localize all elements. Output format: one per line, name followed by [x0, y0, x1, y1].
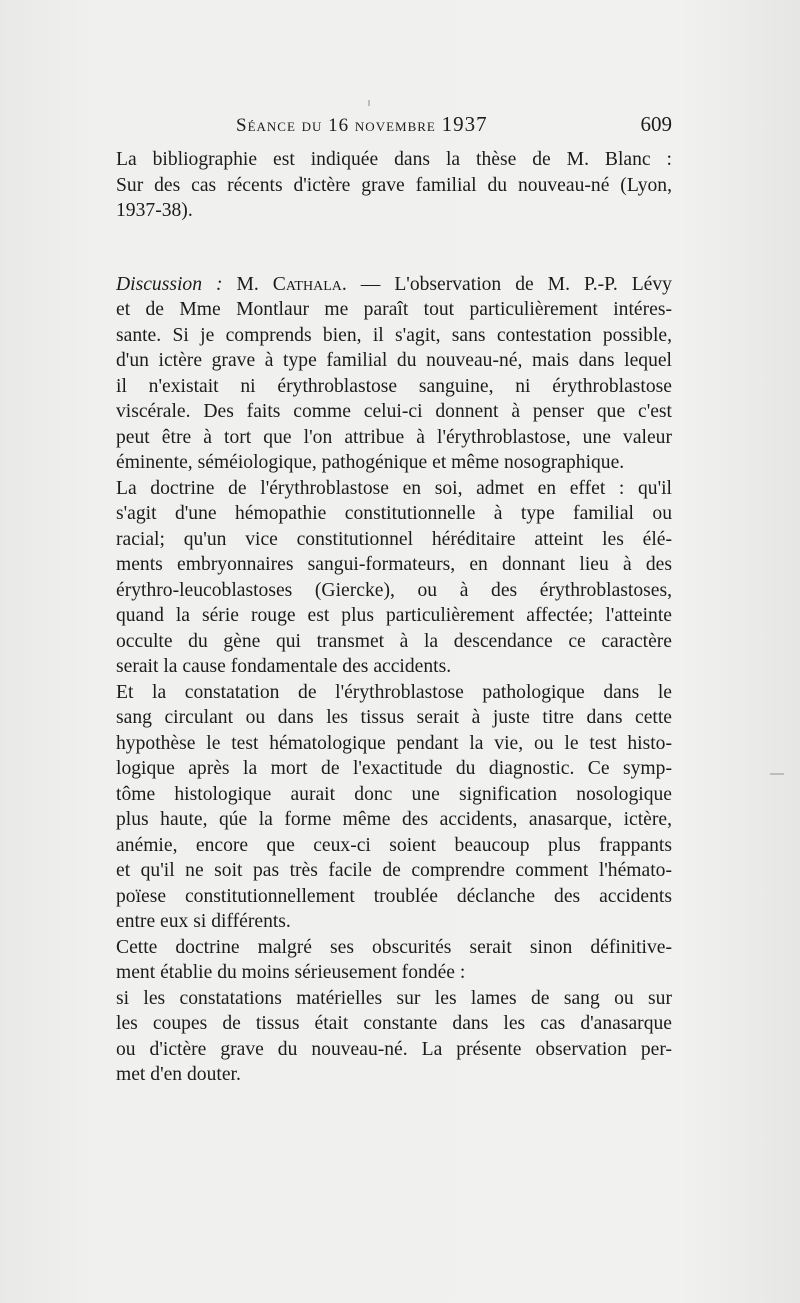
- page-number: 609: [640, 112, 672, 136]
- text-line: Et la constatation de l'érythroblastose pathologique dans le: [116, 681, 672, 703]
- speaker-name: Cathala.: [272, 273, 347, 295]
- paragraph-constatations: [116, 986, 672, 1088]
- running-head-title: [236, 112, 488, 137]
- text-line: d'un ictère grave à type familial du nouveau-né, mais dans lequel: [116, 350, 672, 371]
- text-line: met d'en douter.: [116, 1064, 241, 1085]
- paragraph-discussion: [116, 272, 672, 476]
- paragraph-cette-doctrine: [116, 935, 672, 986]
- scan-mark: [770, 773, 784, 775]
- text-line: poïese constitutionnellement troublée déclanche des accidents: [116, 885, 672, 907]
- text-line: ou d'ictère grave du nouveau-né. La présente observation per-: [116, 1038, 672, 1060]
- text-line: tôme histologique aurait donc une signification nosologique: [116, 783, 672, 805]
- text-line: ments embryonnaires sangui-formateurs, en donnant lieu à des: [116, 554, 672, 575]
- text-line: racial; qu'un vice constitutionnel héréditaire atteint les élé-: [116, 528, 672, 550]
- text-line: logique après la mort de l'exactitude du diagnostic. Ce symp-: [116, 758, 672, 779]
- scan-mark: [368, 100, 370, 106]
- text-line: s'agit d'une hémopathie constitutionnelle à type familial ou: [116, 503, 672, 524]
- text-line: sante. Si je comprends bien, il s'agit, sans contestation possible,: [116, 324, 672, 346]
- text-line: quand la série rouge est plus particulièrement affectée; l'atteinte: [116, 605, 672, 626]
- text-line: et de Mme Montlaur me paraît tout particulièrement intéres-: [116, 299, 672, 320]
- text-line: peut être à tort que l'on attribue à l'érythroblastose, une valeur: [116, 426, 672, 448]
- running-head-session: Séance du 16 novembre: [236, 115, 436, 136]
- paragraph-gap: [116, 224, 672, 272]
- text-line: anémie, encore que ceux-ci soient beaucoup plus frappants: [116, 834, 672, 856]
- text-line: si les constatations matérielles sur les lames de sang ou sur: [116, 987, 672, 1009]
- text-line: hypothèse le test hématologique pendant la vie, ou le test histo-: [116, 732, 672, 754]
- paragraph-bibliography: [116, 147, 672, 224]
- discussion-label: Discussion :: [116, 273, 223, 295]
- text-line: sang circulant ou dans les tissus serait à juste titre dans cette: [116, 707, 672, 728]
- text-line: Sur des cas récents d'ictère grave familial du nouveau-né (Lyon,: [116, 174, 672, 196]
- text-line: entre eux si différents.: [116, 911, 291, 932]
- text-line: La bibliographie est indiquée dans la thèse de M. Blanc :: [116, 149, 672, 170]
- text-line: 1937-38).: [116, 200, 193, 221]
- text-line: et qu'il ne soit pas très facile de comprendre comment l'hémato-: [116, 860, 672, 881]
- text-line: ment établie du moins sérieusement fondée :: [116, 962, 466, 983]
- text-line: Cette doctrine malgré ses obscurités serait sinon définitive-: [116, 936, 672, 958]
- running-head: [116, 112, 672, 142]
- paragraph-constatation: [116, 680, 672, 935]
- text-line: plus haute, qúe la forme même des accidents, anasarque, ictère,: [116, 809, 672, 830]
- text-line: les coupes de tissus était constante dans les cas d'anasarque: [116, 1013, 672, 1034]
- text-line: serait la cause fondamentale des accidents.: [116, 656, 452, 677]
- speaker-prefix: M.: [236, 273, 259, 295]
- text-line: viscérale. Des faits comme celui-ci donnent à penser que c'est: [116, 401, 672, 422]
- text-line: La doctrine de l'érythroblastose en soi, admet en effet : qu'il: [116, 477, 672, 499]
- text-line: il n'existait ni érythroblastose sanguine, ni érythroblastose: [116, 375, 672, 397]
- running-head-year: 1937: [441, 112, 488, 136]
- body-text: [116, 147, 672, 1088]
- discussion-first-line: [116, 272, 672, 298]
- text-line: érythro-leucoblastoses (Giercke), ou à des érythroblastoses,: [116, 579, 672, 601]
- paragraph-doctrine: [116, 476, 672, 680]
- text-line: éminente, séméiologique, pathogénique et même nosographique.: [116, 452, 625, 473]
- text-line: occulte du gène qui transmet à la descendance ce caractère: [116, 630, 672, 652]
- discussion-first-line-rest: — L'observation de M. P.-P. Lévy: [360, 273, 672, 295]
